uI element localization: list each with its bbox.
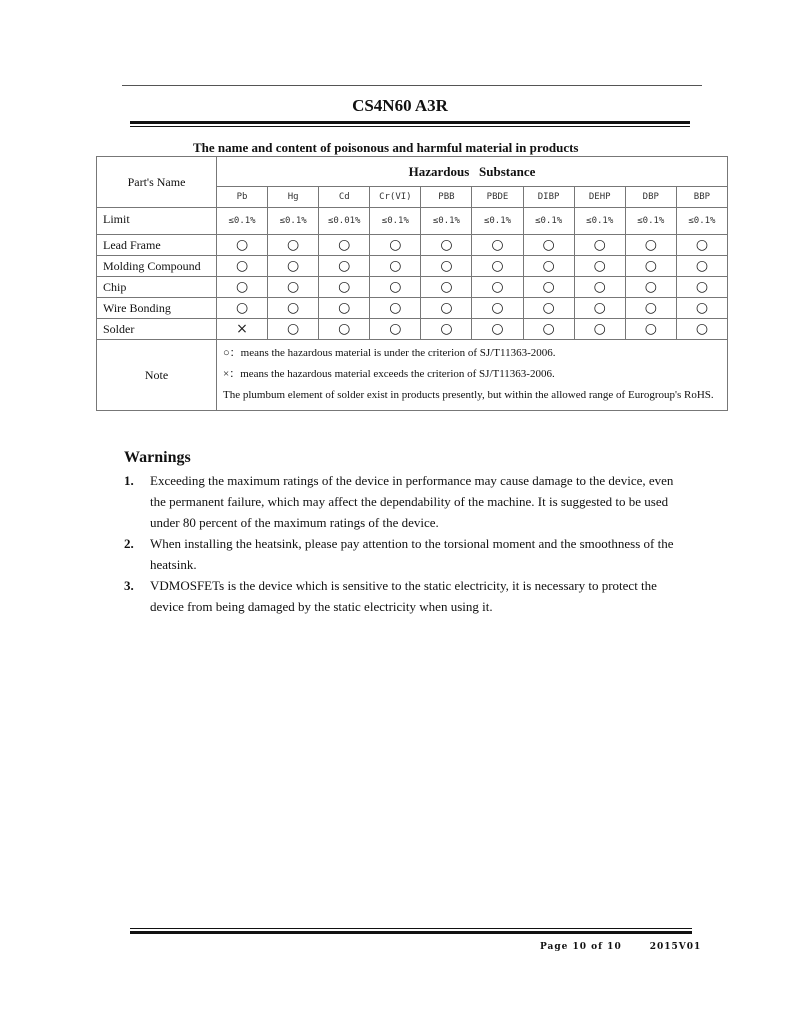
part-name: Chip — [97, 277, 217, 298]
title-rule-thick — [130, 121, 690, 124]
warning-item — [124, 533, 692, 575]
limit-row — [97, 208, 728, 235]
header-rule — [122, 85, 702, 86]
compliance-mark: ○ — [268, 256, 319, 277]
substance-header: DIBP — [523, 187, 574, 208]
warning-text: When installing the heatsink, please pay attention to the torsional moment and the smoothness of the heatsink. — [150, 536, 674, 572]
compliance-mark: ○ — [268, 277, 319, 298]
note-line-plumbum: The plumbum element of solder exist in products presently, but within the allowed range of Eurogroup's RoHS. — [223, 389, 714, 401]
compliance-mark: ○ — [523, 277, 574, 298]
compliance-mark: ○ — [523, 256, 574, 277]
compliance-mark: ○ — [574, 277, 625, 298]
note-content — [217, 340, 728, 411]
compliance-mark: ○ — [370, 319, 421, 340]
compliance-mark: ○ — [676, 319, 727, 340]
footer-rule-thin — [130, 928, 692, 929]
part-name-header: Part's Name — [97, 157, 217, 208]
limit-label: Limit — [97, 208, 217, 235]
compliance-mark: ○ — [472, 298, 523, 319]
table-row-molding-compound — [97, 256, 728, 277]
compliance-mark: ○ — [421, 277, 472, 298]
table-row-wire-bonding — [97, 298, 728, 319]
compliance-mark: ○ — [523, 235, 574, 256]
substance-header: Cd — [319, 187, 370, 208]
note-label: Note — [97, 340, 217, 411]
compliance-mark: ○ — [370, 277, 421, 298]
limit-value: ≤0.1% — [574, 208, 625, 235]
compliance-mark: ○ — [574, 256, 625, 277]
compliance-mark: ○ — [676, 256, 727, 277]
compliance-mark: ○ — [472, 319, 523, 340]
compliance-mark: ○ — [523, 319, 574, 340]
document-title: CS4N60 A3R — [352, 96, 448, 115]
page-number: Page 10 of 10 — [540, 942, 622, 952]
limit-value: ≤0.1% — [625, 208, 676, 235]
compliance-mark: × — [217, 319, 268, 340]
compliance-mark: ○ — [319, 235, 370, 256]
table-row-chip — [97, 277, 728, 298]
compliance-mark: ○ — [319, 319, 370, 340]
part-name: Solder — [97, 319, 217, 340]
compliance-mark: ○ — [574, 235, 625, 256]
compliance-mark: ○ — [421, 235, 472, 256]
compliance-mark: ○ — [574, 298, 625, 319]
limit-value: ≤0.01% — [319, 208, 370, 235]
compliance-mark: ○ — [217, 298, 268, 319]
part-name: Lead Frame — [97, 235, 217, 256]
warning-item — [124, 470, 692, 533]
compliance-mark: ○ — [421, 319, 472, 340]
warning-text: Exceeding the maximum ratings of the device in performance may cause damage to the device, even the permanent failure, which may affect the dependability of the machine. It is suggested to be used under 80 percent of the maximum ratings of the device. — [150, 473, 674, 530]
footer-rule-thick — [130, 931, 692, 934]
compliance-mark: ○ — [676, 298, 727, 319]
compliance-mark: ○ — [625, 319, 676, 340]
substance-header: PBDE — [472, 187, 523, 208]
compliance-mark: ○ — [370, 298, 421, 319]
document-version: 2015V01 — [649, 942, 702, 952]
limit-value: ≤0.1% — [676, 208, 727, 235]
warning-text: VDMOSFETs is the device which is sensitive to the static electricity, it is necessary to protect the device from being damaged by the static electricity when using it. — [150, 578, 657, 614]
compliance-mark: ○ — [523, 298, 574, 319]
hazardous-substance-table — [96, 156, 728, 411]
table-row-lead-frame — [97, 235, 728, 256]
substance-header: DEHP — [574, 187, 625, 208]
table-row-solder — [97, 319, 728, 340]
limit-value: ≤0.1% — [217, 208, 268, 235]
compliance-mark: ○ — [319, 256, 370, 277]
warning-number: 3. — [124, 578, 134, 593]
compliance-mark: ○ — [217, 277, 268, 298]
part-name: Wire Bonding — [97, 298, 217, 319]
compliance-mark: ○ — [268, 298, 319, 319]
compliance-mark: ○ — [217, 235, 268, 256]
title-rule-thin — [130, 126, 690, 127]
compliance-mark: ○ — [370, 256, 421, 277]
compliance-mark: ○ — [319, 277, 370, 298]
limit-value: ≤0.1% — [472, 208, 523, 235]
table-caption: The name and content of poisonous and harmful material in products — [193, 140, 579, 155]
compliance-mark: ○ — [676, 235, 727, 256]
compliance-mark: ○ — [217, 256, 268, 277]
limit-value: ≤0.1% — [421, 208, 472, 235]
substance-header: Cr(VI) — [370, 187, 421, 208]
compliance-mark: ○ — [676, 277, 727, 298]
substance-header: Pb — [217, 187, 268, 208]
substance-header: Hg — [268, 187, 319, 208]
compliance-mark: ○ — [625, 298, 676, 319]
compliance-mark: ○ — [472, 277, 523, 298]
compliance-mark: ○ — [625, 256, 676, 277]
compliance-mark: ○ — [319, 298, 370, 319]
page-footer — [540, 942, 701, 952]
substance-header: PBB — [421, 187, 472, 208]
compliance-mark: ○ — [268, 319, 319, 340]
note-row — [97, 340, 728, 411]
note-line-exceeds: ×：means the hazardous material exceeds the criterion of SJ/T11363-2006. — [223, 368, 555, 380]
note-line-compliant: ○：means the hazardous material is under the criterion of SJ/T11363-2006. — [223, 347, 556, 359]
compliance-mark: ○ — [574, 319, 625, 340]
hazardous-substance-header: Hazardous Substance — [217, 157, 728, 187]
limit-value: ≤0.1% — [370, 208, 421, 235]
compliance-mark: ○ — [472, 256, 523, 277]
compliance-mark: ○ — [472, 235, 523, 256]
substance-header: BBP — [676, 187, 727, 208]
warning-number: 1. — [124, 473, 134, 488]
part-name: Molding Compound — [97, 256, 217, 277]
compliance-mark: ○ — [625, 235, 676, 256]
compliance-mark: ○ — [421, 256, 472, 277]
limit-value: ≤0.1% — [268, 208, 319, 235]
compliance-mark: ○ — [625, 277, 676, 298]
compliance-mark: ○ — [421, 298, 472, 319]
limit-value: ≤0.1% — [523, 208, 574, 235]
warnings-title: Warnings — [124, 449, 191, 466]
warning-number: 2. — [124, 536, 134, 551]
compliance-mark: ○ — [268, 235, 319, 256]
warning-item — [124, 575, 692, 617]
compliance-mark: ○ — [370, 235, 421, 256]
substance-header: DBP — [625, 187, 676, 208]
warnings-list — [124, 470, 692, 617]
